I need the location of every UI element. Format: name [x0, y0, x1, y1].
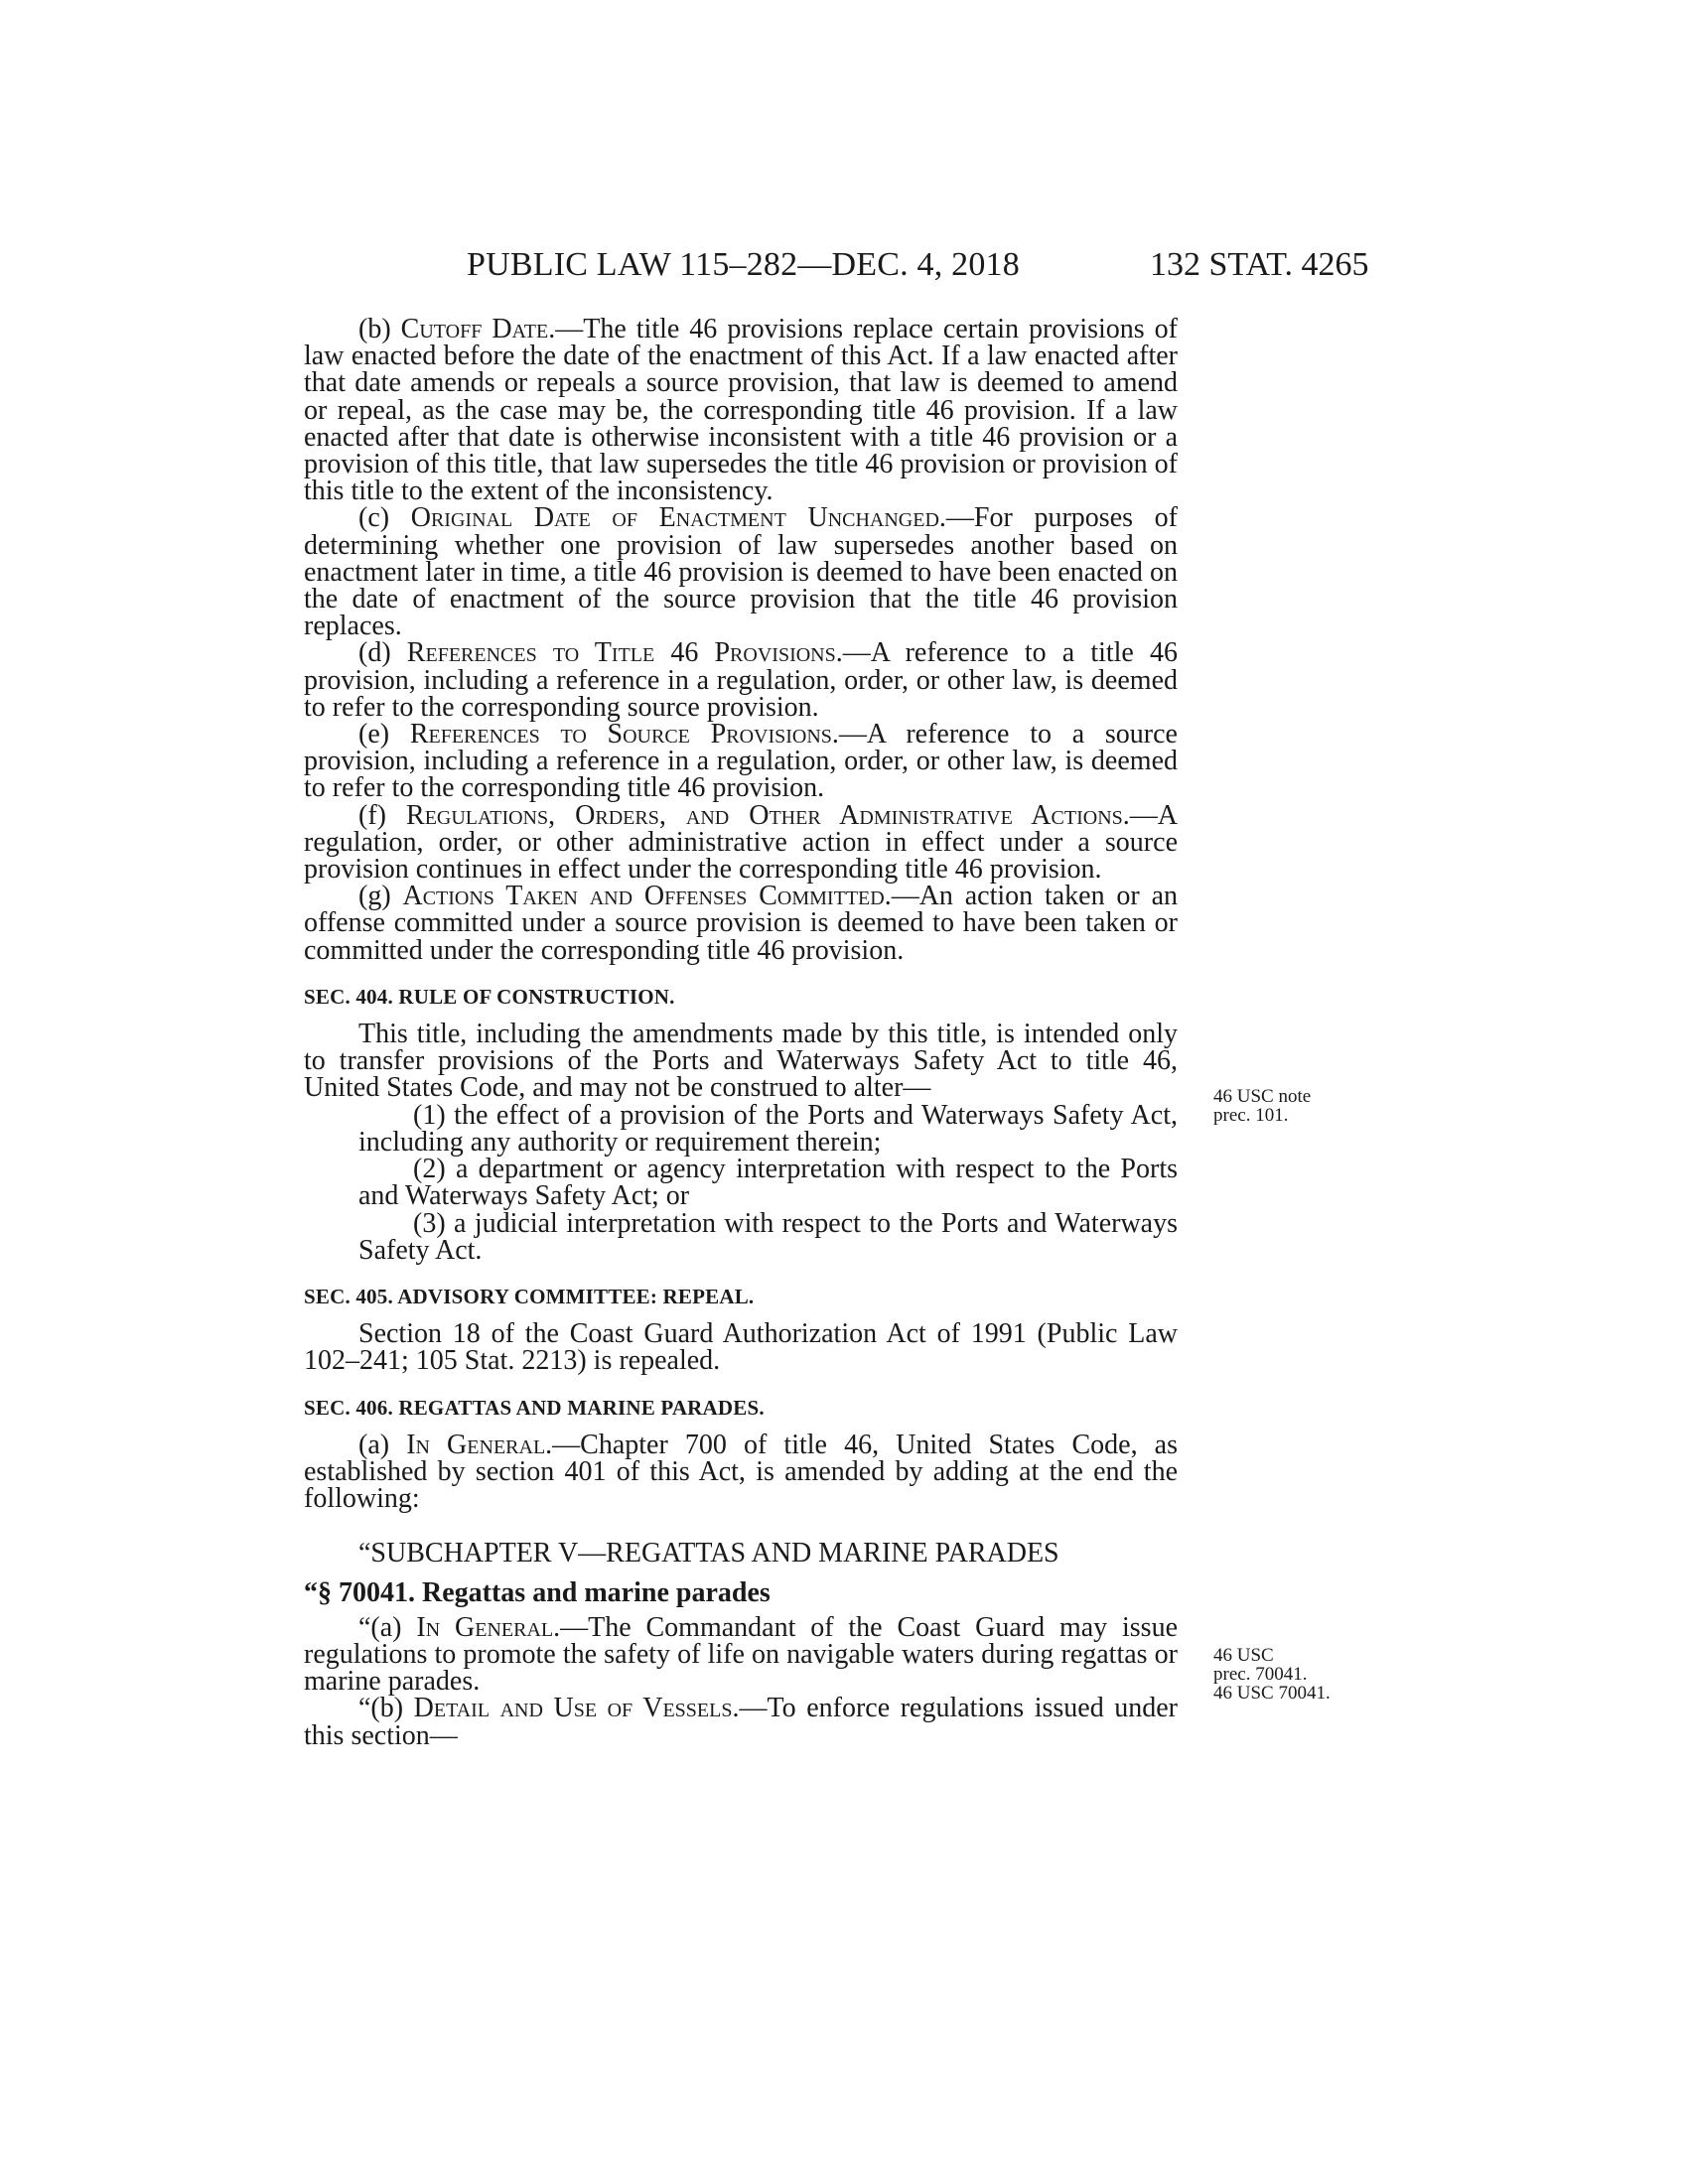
- section-70041-paragraph-a: “(a) In General.—The Commandant of the Coast Guard may issue regulations to promote the safety of life on navigable waters during regattas or marine parades.: [304, 1611, 1179, 1698]
- paragraph-b-heading: Cutoff Date: [400, 314, 549, 344]
- paragraph-b: (b) Cutoff Date.—The title 46 provisions replace certain provisions of law enacted before the date of the enactment of this Act. If a law enacted after that date amends or repeals a source provision, that law is deemed to amend or repeal, as the case may be, the corresponding title 46 provision. If a law enacted after that date is otherwise inconsistent with a title 46 provision or a provision of this title, that law supersedes the title 46 provision or provision of this title to the extent of the inconsistency.: [304, 314, 1178, 507]
- statute-page-number: 132 STAT. 4265: [1150, 246, 1369, 283]
- section-406-paragraph-a: (a) In General.—Chapter 700 of title 46, United States Code, as established by section 401 of this Act, is amended by adding at the end the following:: [304, 1429, 1178, 1515]
- section-404-intro: This title, including the amendments made by this title, is intended only to transfer provisions of the Ports and Waterways Safety Act to title 46, United States Code, and may not be construed to alter—: [304, 1019, 1178, 1104]
- paragraph-d: (d) References to Title 46 Provisions.—A reference to a title 46 provision, including a reference in a regulation, order, or other law, is deemed to refer to the corresponding source provision.: [304, 637, 1179, 723]
- paragraph-c: (c) Original Date of Enactment Unchanged.—For purposes of determining whether one provision of law supersedes another based on enactment later in time, a title 46 provision is deemed to have been enacted on the date of enactment of the source provision that the title 46 provision replaces.: [304, 502, 1179, 642]
- section-404-item-2: (2) a department or agency interpretation with respect to the Ports and Waterways Safety Act; or: [358, 1154, 1178, 1212]
- page-body: [304, 316, 1178, 1749]
- section-406-heading: SEC. 406. REGATTAS AND MARINE PARADES.: [304, 1395, 765, 1420]
- section-404-item-1: (1) the effect of a provision of the Ports and Waterways Safety Act, including any authority or requirement therein;: [358, 1099, 1178, 1158]
- paragraph-f-heading: Regulations, Orders, and Other Administrative Actions: [406, 799, 1123, 831]
- section-404-heading: SEC. 404. RULE OF CONSTRUCTION.: [304, 984, 675, 1009]
- section-406-a-heading: In General: [406, 1429, 546, 1460]
- section-70041-a-heading: In General: [416, 1611, 554, 1643]
- paragraph-e-heading: References to Source Provisions: [409, 719, 832, 751]
- paragraph-e: (e) References to Source Provisions.—A reference to a source provision, including a reference in a regulation, order, or other law, is deemed to refer to the corresponding title 46 provision.: [304, 719, 1178, 804]
- margin-note-subchapter: 46 USC prec. 70041. 46 USC 70041.: [1213, 1645, 1331, 1704]
- section-70041-heading: “§ 70041. Regattas and marine parades: [304, 1576, 771, 1608]
- section-70041-b-heading: Detail and Use of Vessels: [413, 1693, 733, 1724]
- section-405-text: Section 18 of the Coast Guard Authorization Act of 1991 (Public Law 102–241; 105 Stat. 2213) is repealed.: [304, 1318, 1178, 1377]
- subchapter-heading: “SUBCHAPTER V—REGATTAS AND MARINE PARADES: [358, 1538, 1059, 1570]
- paragraph-f: (f) Regulations, Orders, and Other Administrative Actions.—A regulation, order, or other administrative action in effect under a source provision continues in effect under the corresponding title 46 provision.: [304, 799, 1178, 886]
- section-70041-paragraph-b: “(b) Detail and Use of Vessels.—To enforce regulations issued under this section—: [304, 1693, 1179, 1751]
- paragraph-g-heading: Actions Taken and Offenses Committed: [402, 881, 885, 912]
- margin-note-section-404: 46 USC note prec. 101.: [1213, 1086, 1312, 1126]
- paragraph-d-heading: References to Title 46 Provisions: [406, 637, 836, 669]
- paragraph-g: (g) Actions Taken and Offenses Committed.—An action taken or an offense committed under a source provision is deemed to have been taken or committed under the corresponding title 46 provision.: [304, 881, 1178, 966]
- section-404-item-3: (3) a judicial interpretation with respect to the Ports and Waterways Safety Act.: [358, 1207, 1178, 1266]
- section-405-heading: SEC. 405. ADVISORY COMMITTEE: REPEAL.: [304, 1284, 755, 1308]
- running-header-title: PUBLIC LAW 115–282—DEC. 4, 2018: [467, 246, 1020, 283]
- paragraph-c-heading: Original Date of Enactment Unchanged: [410, 502, 939, 534]
